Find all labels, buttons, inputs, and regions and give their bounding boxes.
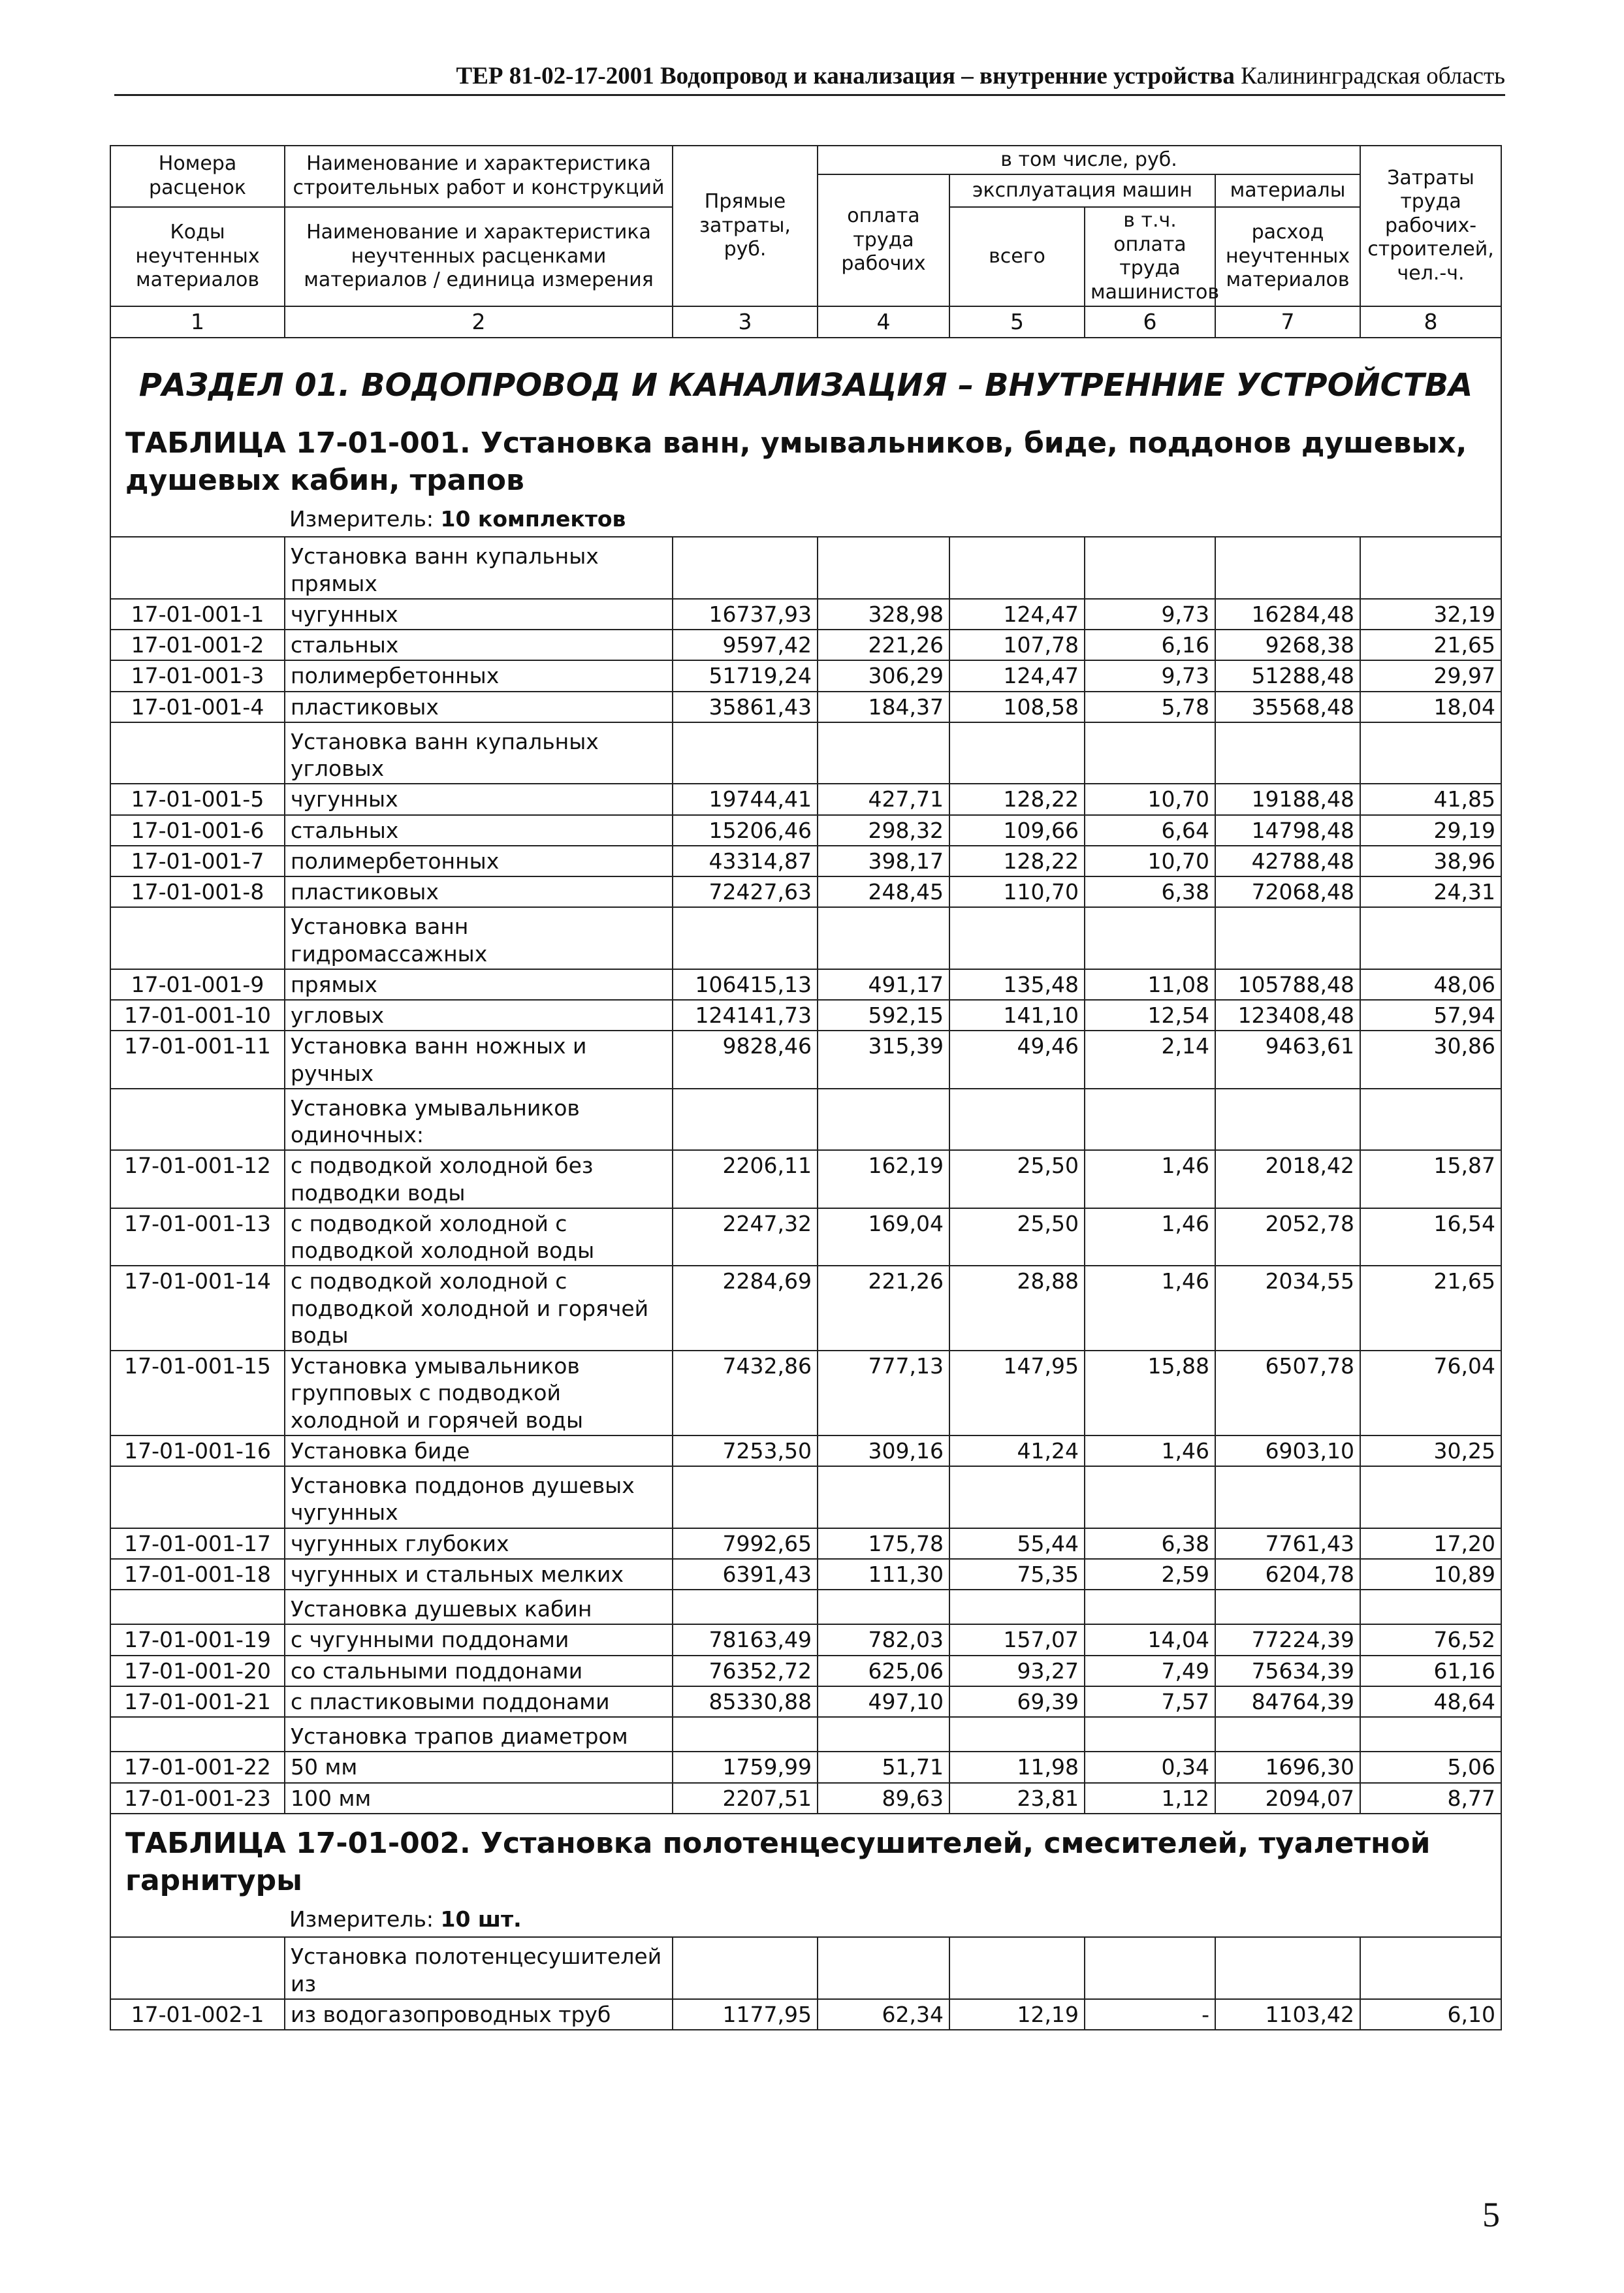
labor-hours: 76,52 bbox=[1360, 1624, 1501, 1655]
operator-pay: 6,38 bbox=[1085, 1528, 1215, 1559]
worker-pay: 309,16 bbox=[818, 1435, 949, 1466]
group-header-row bbox=[110, 1717, 1501, 1752]
rate-row bbox=[110, 1783, 1501, 1814]
worker-pay: 62,34 bbox=[818, 1999, 949, 2030]
worker-pay: 298,32 bbox=[818, 815, 949, 846]
work-name: Установка ванн ножных и ручных bbox=[285, 1031, 673, 1089]
material-cost: 51288,48 bbox=[1215, 660, 1360, 691]
labor-hours: 21,65 bbox=[1360, 1266, 1501, 1351]
machine-total: 69,39 bbox=[949, 1686, 1085, 1717]
worker-pay: 398,17 bbox=[818, 846, 949, 876]
rate-row bbox=[110, 846, 1501, 876]
rate-row bbox=[110, 1000, 1501, 1031]
worker-pay: 328,98 bbox=[818, 599, 949, 630]
rate-code: 17-01-001-14 bbox=[110, 1266, 285, 1351]
work-name: чугунных bbox=[285, 784, 673, 814]
machine-total: 124,47 bbox=[949, 660, 1085, 691]
worker-pay: 782,03 bbox=[818, 1624, 949, 1655]
col-head-material-codes: Коды неучтенных материалов bbox=[110, 207, 285, 306]
col-head-materials: материалы bbox=[1215, 174, 1360, 207]
group-header-row bbox=[110, 1466, 1501, 1528]
rate-row bbox=[110, 1150, 1501, 1208]
operator-pay: 1,46 bbox=[1085, 1435, 1215, 1466]
col-head-machine-operation: эксплуатация машин bbox=[949, 174, 1215, 207]
rate-code: 17-01-001-11 bbox=[110, 1031, 285, 1089]
header-region: Калининградская область bbox=[1241, 63, 1505, 89]
worker-pay: 777,13 bbox=[818, 1351, 949, 1435]
operator-pay: 9,73 bbox=[1085, 660, 1215, 691]
rate-row bbox=[110, 660, 1501, 691]
labor-hours: 30,86 bbox=[1360, 1031, 1501, 1089]
col-head-work-name: Наименование и характеристика строительных работ и конструкций bbox=[285, 146, 673, 207]
worker-pay: 111,30 bbox=[818, 1559, 949, 1590]
work-name: с подводкой холодной с подводкой холодной воды bbox=[285, 1208, 673, 1266]
col-index: 6 bbox=[1085, 306, 1215, 337]
worker-pay: 169,04 bbox=[818, 1208, 949, 1266]
work-name: с пластиковыми поддонами bbox=[285, 1686, 673, 1717]
col-head-including: в том числе, руб. bbox=[818, 146, 1360, 174]
material-cost: 77224,39 bbox=[1215, 1624, 1360, 1655]
operator-pay: 5,78 bbox=[1085, 692, 1215, 722]
direct-costs: 1177,95 bbox=[673, 1999, 818, 2030]
labor-hours: 5,06 bbox=[1360, 1752, 1501, 1782]
rate-code: 17-01-001-17 bbox=[110, 1528, 285, 1559]
material-cost: 19188,48 bbox=[1215, 784, 1360, 814]
rate-code: 17-01-001-9 bbox=[110, 969, 285, 1000]
direct-costs: 1759,99 bbox=[673, 1752, 818, 1782]
work-name: чугунных глубоких bbox=[285, 1528, 673, 1559]
work-name: с подводкой холодной без подводки воды bbox=[285, 1150, 673, 1208]
rate-code: 17-01-001-5 bbox=[110, 784, 285, 814]
col-index: 8 bbox=[1360, 306, 1501, 337]
direct-costs: 72427,63 bbox=[673, 876, 818, 907]
group-title: Установка полотенцесушителей из bbox=[285, 1937, 673, 1999]
group-title: Установка умывальников одиночных: bbox=[285, 1089, 673, 1151]
measure-unit: Измеритель: 10 шт. bbox=[289, 1906, 522, 1932]
rate-code: 17-01-001-18 bbox=[110, 1559, 285, 1590]
rate-code: 17-01-001-21 bbox=[110, 1686, 285, 1717]
direct-costs: 7432,86 bbox=[673, 1351, 818, 1435]
operator-pay: 1,12 bbox=[1085, 1783, 1215, 1814]
direct-costs: 85330,88 bbox=[673, 1686, 818, 1717]
rate-row bbox=[110, 1435, 1501, 1466]
direct-costs: 78163,49 bbox=[673, 1624, 818, 1655]
worker-pay: 51,71 bbox=[818, 1752, 949, 1782]
material-cost: 6903,10 bbox=[1215, 1435, 1360, 1466]
worker-pay: 175,78 bbox=[818, 1528, 949, 1559]
rate-row bbox=[110, 969, 1501, 1000]
machine-total: 93,27 bbox=[949, 1656, 1085, 1686]
operator-pay: - bbox=[1085, 1999, 1215, 2030]
work-name: 50 мм bbox=[285, 1752, 673, 1782]
group-title: Установка поддонов душевых чугунных bbox=[285, 1466, 673, 1528]
machine-total: 128,22 bbox=[949, 784, 1085, 814]
labor-hours: 24,31 bbox=[1360, 876, 1501, 907]
labor-hours: 10,89 bbox=[1360, 1559, 1501, 1590]
machine-total: 109,66 bbox=[949, 815, 1085, 846]
operator-pay: 10,70 bbox=[1085, 846, 1215, 876]
group-title: Установка душевых кабин bbox=[285, 1590, 673, 1624]
rate-row bbox=[110, 1624, 1501, 1655]
labor-hours: 15,87 bbox=[1360, 1150, 1501, 1208]
material-cost: 2034,55 bbox=[1215, 1266, 1360, 1351]
rate-row bbox=[110, 815, 1501, 846]
col-index: 4 bbox=[818, 306, 949, 337]
col-index: 2 bbox=[285, 306, 673, 337]
material-cost: 72068,48 bbox=[1215, 876, 1360, 907]
worker-pay: 427,71 bbox=[818, 784, 949, 814]
col-index: 3 bbox=[673, 306, 818, 337]
rate-code: 17-01-001-22 bbox=[110, 1752, 285, 1782]
machine-total: 49,46 bbox=[949, 1031, 1085, 1089]
operator-pay: 9,73 bbox=[1085, 599, 1215, 630]
machine-total: 124,47 bbox=[949, 599, 1085, 630]
labor-hours: 30,25 bbox=[1360, 1435, 1501, 1466]
work-name: прямых bbox=[285, 969, 673, 1000]
labor-hours: 32,19 bbox=[1360, 599, 1501, 630]
worker-pay: 221,26 bbox=[818, 630, 949, 660]
worker-pay: 491,17 bbox=[818, 969, 949, 1000]
material-cost: 2052,78 bbox=[1215, 1208, 1360, 1266]
col-head-material-name: Наименование и характеристика неучтенных расценками материалов / единица измерения bbox=[285, 207, 673, 306]
material-cost: 105788,48 bbox=[1215, 969, 1360, 1000]
work-name: со стальными поддонами bbox=[285, 1656, 673, 1686]
work-name: из водогазопроводных труб bbox=[285, 1999, 673, 2030]
rate-row bbox=[110, 1266, 1501, 1351]
rate-row bbox=[110, 630, 1501, 660]
material-cost: 123408,48 bbox=[1215, 1000, 1360, 1031]
machine-total: 107,78 bbox=[949, 630, 1085, 660]
rate-code: 17-01-001-20 bbox=[110, 1656, 285, 1686]
machine-total: 55,44 bbox=[949, 1528, 1085, 1559]
table-title: ТАБЛИЦА 17-01-001. Установка ванн, умывальников, биде, поддонов душевых, душевых кабин, трапов bbox=[125, 426, 1467, 497]
rate-row bbox=[110, 1686, 1501, 1717]
operator-pay: 1,46 bbox=[1085, 1208, 1215, 1266]
direct-costs: 35861,43 bbox=[673, 692, 818, 722]
direct-costs: 124141,73 bbox=[673, 1000, 818, 1031]
rate-code: 17-01-001-2 bbox=[110, 630, 285, 660]
operator-pay: 6,38 bbox=[1085, 876, 1215, 907]
table-title: ТАБЛИЦА 17-01-002. Установка полотенцесушителей, смесителей, туалетной гарнитуры bbox=[125, 1826, 1431, 1897]
col-head-labor-hours: Затраты труда рабочих-строителей, чел.-ч. bbox=[1360, 146, 1501, 306]
col-head-worker-pay: оплата труда рабочих bbox=[818, 174, 949, 306]
direct-costs: 6391,43 bbox=[673, 1559, 818, 1590]
col-head-direct-costs: Прямые затраты, руб. bbox=[673, 146, 818, 306]
direct-costs: 76352,72 bbox=[673, 1656, 818, 1686]
worker-pay: 184,37 bbox=[818, 692, 949, 722]
machine-total: 11,98 bbox=[949, 1752, 1085, 1782]
labor-hours: 18,04 bbox=[1360, 692, 1501, 722]
direct-costs: 106415,13 bbox=[673, 969, 818, 1000]
rate-row bbox=[110, 1656, 1501, 1686]
machine-total: 128,22 bbox=[949, 846, 1085, 876]
col-head-material-consumption: расход неучтенных материалов bbox=[1215, 207, 1360, 306]
work-name: угловых bbox=[285, 1000, 673, 1031]
material-cost: 14798,48 bbox=[1215, 815, 1360, 846]
direct-costs: 7253,50 bbox=[673, 1435, 818, 1466]
operator-pay: 2,59 bbox=[1085, 1559, 1215, 1590]
work-name: чугунных bbox=[285, 599, 673, 630]
material-cost: 16284,48 bbox=[1215, 599, 1360, 630]
machine-total: 23,81 bbox=[949, 1783, 1085, 1814]
work-name: пластиковых bbox=[285, 876, 673, 907]
rate-code: 17-01-001-15 bbox=[110, 1351, 285, 1435]
labor-hours: 41,85 bbox=[1360, 784, 1501, 814]
machine-total: 157,07 bbox=[949, 1624, 1085, 1655]
labor-hours: 8,77 bbox=[1360, 1783, 1501, 1814]
machine-total: 28,88 bbox=[949, 1266, 1085, 1351]
running-header bbox=[114, 62, 1505, 96]
rate-row bbox=[110, 1351, 1501, 1435]
rate-code: 17-01-001-19 bbox=[110, 1624, 285, 1655]
labor-hours: 48,06 bbox=[1360, 969, 1501, 1000]
col-head-rate-numbers: Номера расценок bbox=[110, 146, 285, 207]
work-name: Установка биде bbox=[285, 1435, 673, 1466]
machine-total: 25,50 bbox=[949, 1150, 1085, 1208]
rate-row bbox=[110, 1031, 1501, 1089]
labor-hours: 16,54 bbox=[1360, 1208, 1501, 1266]
labor-hours: 29,97 bbox=[1360, 660, 1501, 691]
worker-pay: 592,15 bbox=[818, 1000, 949, 1031]
rate-code: 17-01-001-1 bbox=[110, 599, 285, 630]
rate-row bbox=[110, 1999, 1501, 2030]
rate-code: 17-01-001-10 bbox=[110, 1000, 285, 1031]
group-title: Установка ванн купальных прямых bbox=[285, 537, 673, 599]
rate-code: 17-01-001-7 bbox=[110, 846, 285, 876]
group-title: Установка трапов диаметром bbox=[285, 1717, 673, 1752]
rate-code: 17-01-001-23 bbox=[110, 1783, 285, 1814]
group-header-row bbox=[110, 722, 1501, 784]
rate-code: 17-01-002-1 bbox=[110, 1999, 285, 2030]
operator-pay: 6,16 bbox=[1085, 630, 1215, 660]
material-cost: 75634,39 bbox=[1215, 1656, 1360, 1686]
material-cost: 1696,30 bbox=[1215, 1752, 1360, 1782]
work-name: Установка умывальников групповых с подводкой холодной и горячей воды bbox=[285, 1351, 673, 1435]
group-title: Установка ванн гидромассажных bbox=[285, 907, 673, 969]
material-cost: 7761,43 bbox=[1215, 1528, 1360, 1559]
worker-pay: 306,29 bbox=[818, 660, 949, 691]
labor-hours: 6,10 bbox=[1360, 1999, 1501, 2030]
direct-costs: 19744,41 bbox=[673, 784, 818, 814]
machine-total: 141,10 bbox=[949, 1000, 1085, 1031]
machine-total: 75,35 bbox=[949, 1559, 1085, 1590]
operator-pay: 2,14 bbox=[1085, 1031, 1215, 1089]
rate-code: 17-01-001-16 bbox=[110, 1435, 285, 1466]
worker-pay: 162,19 bbox=[818, 1150, 949, 1208]
page-number: 5 bbox=[1482, 2195, 1500, 2234]
material-cost: 6204,78 bbox=[1215, 1559, 1360, 1590]
operator-pay: 1,46 bbox=[1085, 1150, 1215, 1208]
labor-hours: 38,96 bbox=[1360, 846, 1501, 876]
operator-pay: 6,64 bbox=[1085, 815, 1215, 846]
direct-costs: 2284,69 bbox=[673, 1266, 818, 1351]
worker-pay: 497,10 bbox=[818, 1686, 949, 1717]
direct-costs: 16737,93 bbox=[673, 599, 818, 630]
direct-costs: 43314,87 bbox=[673, 846, 818, 876]
machine-total: 108,58 bbox=[949, 692, 1085, 722]
rate-row bbox=[110, 1752, 1501, 1782]
rate-row bbox=[110, 692, 1501, 722]
work-name: 100 мм bbox=[285, 1783, 673, 1814]
machine-total: 12,19 bbox=[949, 1999, 1085, 2030]
header-title: ТЕР 81-02-17-2001 Водопровод и канализация – внутренние устройства bbox=[456, 63, 1235, 89]
rate-table-sheet bbox=[110, 145, 1501, 2030]
labor-hours: 61,16 bbox=[1360, 1656, 1501, 1686]
machine-total: 41,24 bbox=[949, 1435, 1085, 1466]
rate-code: 17-01-001-6 bbox=[110, 815, 285, 846]
rate-row bbox=[110, 1528, 1501, 1559]
worker-pay: 315,39 bbox=[818, 1031, 949, 1089]
worker-pay: 248,45 bbox=[818, 876, 949, 907]
operator-pay: 14,04 bbox=[1085, 1624, 1215, 1655]
labor-hours: 21,65 bbox=[1360, 630, 1501, 660]
operator-pay: 7,57 bbox=[1085, 1686, 1215, 1717]
operator-pay: 15,88 bbox=[1085, 1351, 1215, 1435]
direct-costs: 9597,42 bbox=[673, 630, 818, 660]
group-header-row bbox=[110, 907, 1501, 969]
group-title: Установка ванн купальных угловых bbox=[285, 722, 673, 784]
worker-pay: 221,26 bbox=[818, 1266, 949, 1351]
rate-code: 17-01-001-13 bbox=[110, 1208, 285, 1266]
work-name: стальных bbox=[285, 815, 673, 846]
col-index: 7 bbox=[1215, 306, 1360, 337]
col-head-machine-total: всего bbox=[949, 207, 1085, 306]
worker-pay: 625,06 bbox=[818, 1656, 949, 1686]
section-title: РАЗДЕЛ 01. ВОДОПРОВОД И КАНАЛИЗАЦИЯ – ВНУТРЕННИЕ УСТРОЙСТВА bbox=[138, 366, 1473, 404]
rate-row bbox=[110, 599, 1501, 630]
rate-row bbox=[110, 784, 1501, 814]
work-name: полимербетонных bbox=[285, 660, 673, 691]
rate-row bbox=[110, 1559, 1501, 1590]
rate-row bbox=[110, 1208, 1501, 1266]
direct-costs: 15206,46 bbox=[673, 815, 818, 846]
work-name: с чугунными поддонами bbox=[285, 1624, 673, 1655]
measure-unit: Измеритель: 10 комплектов bbox=[289, 506, 626, 532]
col-index: 5 bbox=[949, 306, 1085, 337]
material-cost: 42788,48 bbox=[1215, 846, 1360, 876]
group-header-row bbox=[110, 1089, 1501, 1151]
col-head-operator-pay: в т.ч. оплата труда машинистов bbox=[1085, 207, 1215, 306]
direct-costs: 9828,46 bbox=[673, 1031, 818, 1089]
machine-total: 110,70 bbox=[949, 876, 1085, 907]
material-cost: 9463,61 bbox=[1215, 1031, 1360, 1089]
work-name: полимербетонных bbox=[285, 846, 673, 876]
group-header-row bbox=[110, 1937, 1501, 1999]
operator-pay: 0,34 bbox=[1085, 1752, 1215, 1782]
work-name: с подводкой холодной с подводкой холодной и горячей воды bbox=[285, 1266, 673, 1351]
work-name: стальных bbox=[285, 630, 673, 660]
machine-total: 135,48 bbox=[949, 969, 1085, 1000]
direct-costs: 2247,32 bbox=[673, 1208, 818, 1266]
material-cost: 84764,39 bbox=[1215, 1686, 1360, 1717]
material-cost: 6507,78 bbox=[1215, 1351, 1360, 1435]
operator-pay: 10,70 bbox=[1085, 784, 1215, 814]
material-cost: 1103,42 bbox=[1215, 1999, 1360, 2030]
rate-code: 17-01-001-4 bbox=[110, 692, 285, 722]
labor-hours: 57,94 bbox=[1360, 1000, 1501, 1031]
direct-costs: 7992,65 bbox=[673, 1528, 818, 1559]
material-cost: 35568,48 bbox=[1215, 692, 1360, 722]
operator-pay: 12,54 bbox=[1085, 1000, 1215, 1031]
rate-code: 17-01-001-8 bbox=[110, 876, 285, 907]
material-cost: 9268,38 bbox=[1215, 630, 1360, 660]
direct-costs: 2207,51 bbox=[673, 1783, 818, 1814]
group-header-row bbox=[110, 1590, 1501, 1624]
group-header-row bbox=[110, 537, 1501, 599]
machine-total: 25,50 bbox=[949, 1208, 1085, 1266]
col-index: 1 bbox=[110, 306, 285, 337]
operator-pay: 11,08 bbox=[1085, 969, 1215, 1000]
material-cost: 2094,07 bbox=[1215, 1783, 1360, 1814]
rate-code: 17-01-001-12 bbox=[110, 1150, 285, 1208]
column-index-row bbox=[110, 306, 1501, 337]
work-name: чугунных и стальных мелких bbox=[285, 1559, 673, 1590]
machine-total: 147,95 bbox=[949, 1351, 1085, 1435]
operator-pay: 7,49 bbox=[1085, 1656, 1215, 1686]
labor-hours: 76,04 bbox=[1360, 1351, 1501, 1435]
rate-table bbox=[110, 145, 1502, 2030]
labor-hours: 29,19 bbox=[1360, 815, 1501, 846]
operator-pay: 1,46 bbox=[1085, 1266, 1215, 1351]
worker-pay: 89,63 bbox=[818, 1783, 949, 1814]
direct-costs: 51719,24 bbox=[673, 660, 818, 691]
labor-hours: 48,64 bbox=[1360, 1686, 1501, 1717]
material-cost: 2018,42 bbox=[1215, 1150, 1360, 1208]
rate-row bbox=[110, 876, 1501, 907]
labor-hours: 17,20 bbox=[1360, 1528, 1501, 1559]
work-name: пластиковых bbox=[285, 692, 673, 722]
direct-costs: 2206,11 bbox=[673, 1150, 818, 1208]
rate-code: 17-01-001-3 bbox=[110, 660, 285, 691]
